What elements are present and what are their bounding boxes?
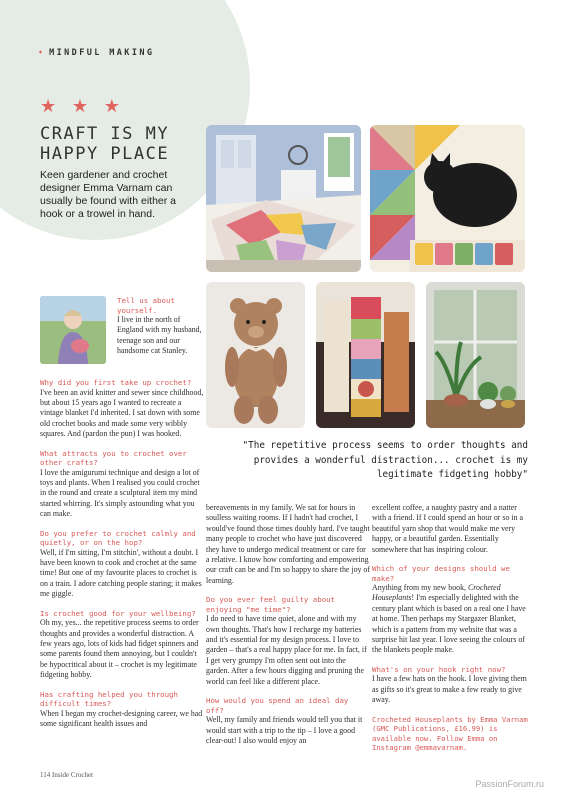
answer-text: Anything from my new book, [372, 583, 468, 593]
question: Is crochet good for your wellbeing? [40, 608, 196, 618]
page-number: 114 [40, 771, 51, 779]
book-title: Crocheted Houseplants [372, 583, 501, 603]
answer-text: ! I'm especially delighted with the century plant which is based on a real one I have at home. Then perhaps my Stargazer Blanket, which is a pattern from my website that was a surprise hit last year. I love seeing the colours of the blankets people make. [372, 593, 526, 655]
answer: bereavements in my family. We sat for hours in soulless waiting rooms. If I hadn't had crochet, I would've found those times doubly hard. I've taught many people to crochet who have just discovered they have to undergo medical treatment or care for a relative. I know how comforting and empowering our craft can be and I'm so happy to share the joy of learning. [206, 503, 371, 585]
section-label [38, 48, 154, 58]
book-credit: Crocheted Houseplants by Emma Varnam (GMC Publications, £16.99) is available now. Follow Emma on Instagram @emmavarnam. [372, 714, 528, 753]
answer: I love the amigurumi technique and design a lot of toys and plants. When I realised you could crochet in the round and create a sculptural item my mind started whirring. It's simply astounding what you can make. [40, 467, 200, 519]
pull-quote: "The repetitive process seems to order thoughts and provides a wonderful distraction... crochet is my legitimate fidgeting hobby" [242, 440, 528, 480]
question: Do you prefer to crochet calmly and quietly, or on the hop? [40, 528, 196, 548]
page-footer [40, 771, 93, 779]
answer: excellent coffee, a naughty pastry and a natter with a friend. If I could spend an hour or so in a beautiful yarn shop that would make me very happy, or a beautiful garden. Essentially somewhere that has inspiring colour. [372, 503, 523, 554]
author-portrait [40, 296, 106, 364]
answer: Oh my, yes... the repetitive process seems to order thoughts and provides a wonderful distraction. A few years ago, lots of kids had fidget spinners and some parents found them annoying, but I couldn't be hypocritical about it – crochet is my legitimate fidgeting hobby. [40, 618, 199, 680]
magazine-name: Inside Crochet [52, 771, 94, 779]
crochet-scarf-photo [316, 282, 415, 428]
column-2 [206, 503, 370, 755]
page-title [40, 124, 200, 164]
window-plants-photo [426, 282, 525, 428]
intro-answer: I live in the north of England with my husband, teenage son and our handsome cat Stanley. [117, 315, 202, 356]
teddy-bear-photo [206, 282, 305, 428]
answer: I've been an avid knitter and sewer since childhood, but about 15 years ago I wanted to recreate a vintage blanket I'd inherited. I sat down with some old crochet books and made some very wibbly squares. And (pardon the pun) I was hooked. [40, 387, 204, 439]
question: Has crafting helped you through difficult times? [40, 689, 178, 709]
section-text: MINDFUL MAKING [49, 48, 155, 58]
column-1 [40, 378, 204, 738]
question: What's on your hook right now? [372, 664, 506, 674]
question: Why did you first take up crochet? [40, 378, 192, 387]
intro-question: Tell us about yourself. [117, 296, 175, 315]
answer: Well, my family and friends would tell you that it would start with a trip to the tip – I love a good clear-out! I also would enjoy an [206, 715, 363, 745]
standfirst: Keen gardener and crochet designer Emma Varnam can usually be found with either a hook or a trowel in hand. [40, 169, 177, 220]
question: How would you spend an ideal day off? [206, 696, 349, 715]
double-arrow-icon: ➧ [38, 48, 44, 58]
question: What attracts you to crochet over other crafts? [40, 448, 187, 468]
answer: Well, if I'm sitting, I'm stitchin', without a doubt. I have been known to cook and crochet at the same time! But one of my favourite places to crochet is on a train. I adore catching people staring; it makes me giggle. [40, 547, 202, 599]
cat-on-blanket-photo [370, 125, 525, 272]
answer: I do need to have time quiet, alone and with my own thoughts. That's how I recharge my batteries and it's essential for my design process. I love to garden – that's a real happy place for me. In fact, if I get very grumpy I'm often sent out into the garden. After a few hours digging and pruning the world can feel like a different place. [206, 614, 367, 686]
star-rating: ★ ★ ★ [40, 96, 125, 117]
question: Which of your designs should we make? [372, 564, 510, 583]
intro-block [117, 296, 205, 366]
watermark: PassionForum.ru [475, 779, 544, 789]
title-line-1: CRAFT IS MY [40, 124, 170, 144]
answer: I have a few hats on the hook. I love giving them as gifts so it's great to make a few ready to give away. [372, 674, 527, 705]
title-line-2: HAPPY PLACE [40, 144, 170, 164]
bedroom-blanket-photo [206, 125, 361, 272]
answer: When I began my crochet-designing career, we had some significant health issues and [40, 708, 203, 728]
column-3 [372, 503, 530, 753]
question: Do you ever feel guilty about enjoying "me time"? [206, 595, 336, 614]
answer [372, 583, 530, 656]
